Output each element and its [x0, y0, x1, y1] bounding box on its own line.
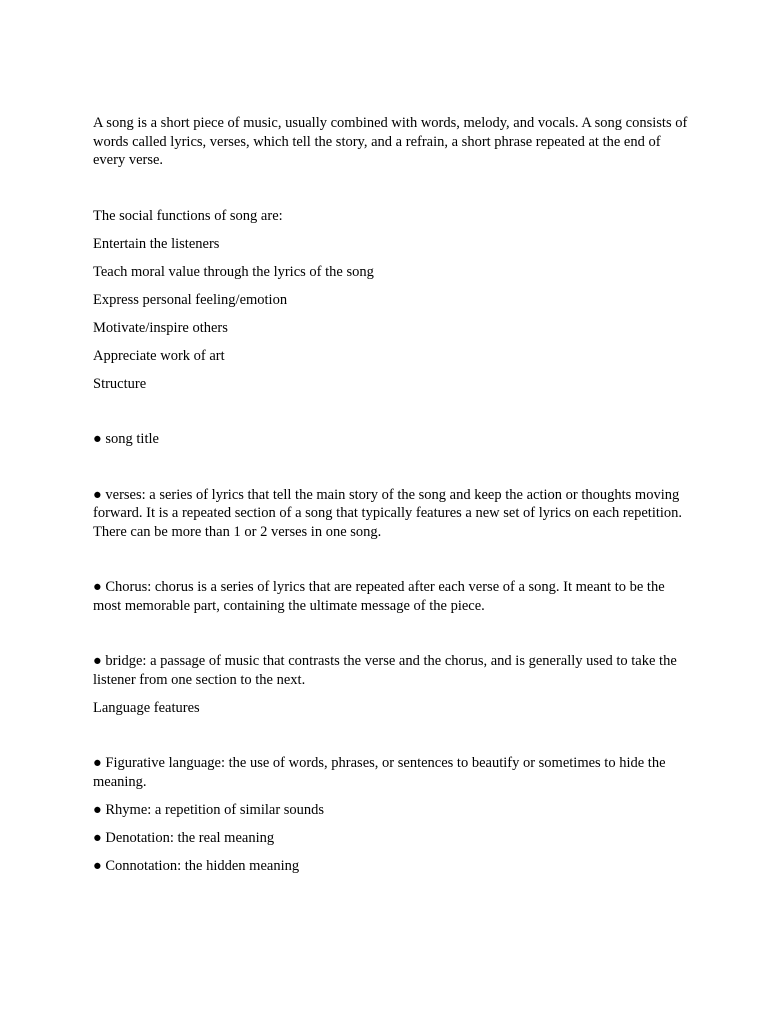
structure-item-text: bridge: a passage of music that contrasts the verse and the chorus, and is generally used to take the listener from one section to the next.	[93, 653, 677, 688]
structure-item	[93, 652, 693, 689]
bullet-icon: ●	[93, 801, 102, 818]
function-item: Motivate/inspire others	[93, 319, 228, 336]
language-heading: Language features	[93, 699, 200, 716]
structure-item	[93, 486, 693, 542]
language-item-text: Denotation: the real meaning	[105, 829, 275, 846]
function-item: Entertain the listeners	[93, 235, 220, 252]
document-page	[93, 114, 693, 885]
function-item: Appreciate work of art	[93, 347, 225, 364]
bullet-icon: ●	[93, 857, 102, 874]
language-item-text: Rhyme: a repetition of similar sounds	[105, 801, 325, 818]
bullet-icon: ●	[93, 829, 102, 846]
language-item	[93, 801, 693, 820]
functions-heading: The social functions of song are:	[93, 207, 283, 224]
language-item-text: Connotation: the hidden meaning	[105, 857, 300, 874]
bullet-icon: ●	[93, 755, 102, 771]
structure-heading: Structure	[93, 375, 147, 392]
bullet-icon: ●	[93, 431, 102, 447]
language-item	[93, 754, 693, 791]
structure-item	[93, 578, 693, 615]
function-item: Express personal feeling/emotion	[93, 291, 288, 308]
structure-item	[93, 430, 693, 449]
language-item-text: Figurative language: the use of words, phrases, or sentences to beautify or sometimes to hide the meaning.	[93, 755, 666, 790]
bullet-icon: ●	[93, 579, 102, 595]
language-item	[93, 857, 693, 876]
structure-item-text: verses: a series of lyrics that tell the main story of the song and keep the action or thoughts moving forward. It is a repeated section of a song that typically features a new set of lyrics on each repetition. There can be more than 1 or 2 verses in one song.	[93, 486, 683, 540]
structure-item-text: song title	[105, 431, 159, 447]
bullet-icon: ●	[93, 653, 102, 669]
structure-item-text: Chorus: chorus is a series of lyrics that are repeated after each verse of a song. It meant to be the most memorable part, containing the ultimate message of the piece.	[93, 579, 665, 614]
function-item: Teach moral value through the lyrics of the song	[93, 263, 374, 280]
intro-paragraph: A song is a short piece of music, usually combined with words, melody, and vocals. A song consists of words called lyrics, verses, which tell the story, and a refrain, a short phrase repeated at the end of every verse.	[93, 115, 688, 168]
bullet-icon: ●	[93, 486, 102, 503]
language-item	[93, 829, 693, 848]
